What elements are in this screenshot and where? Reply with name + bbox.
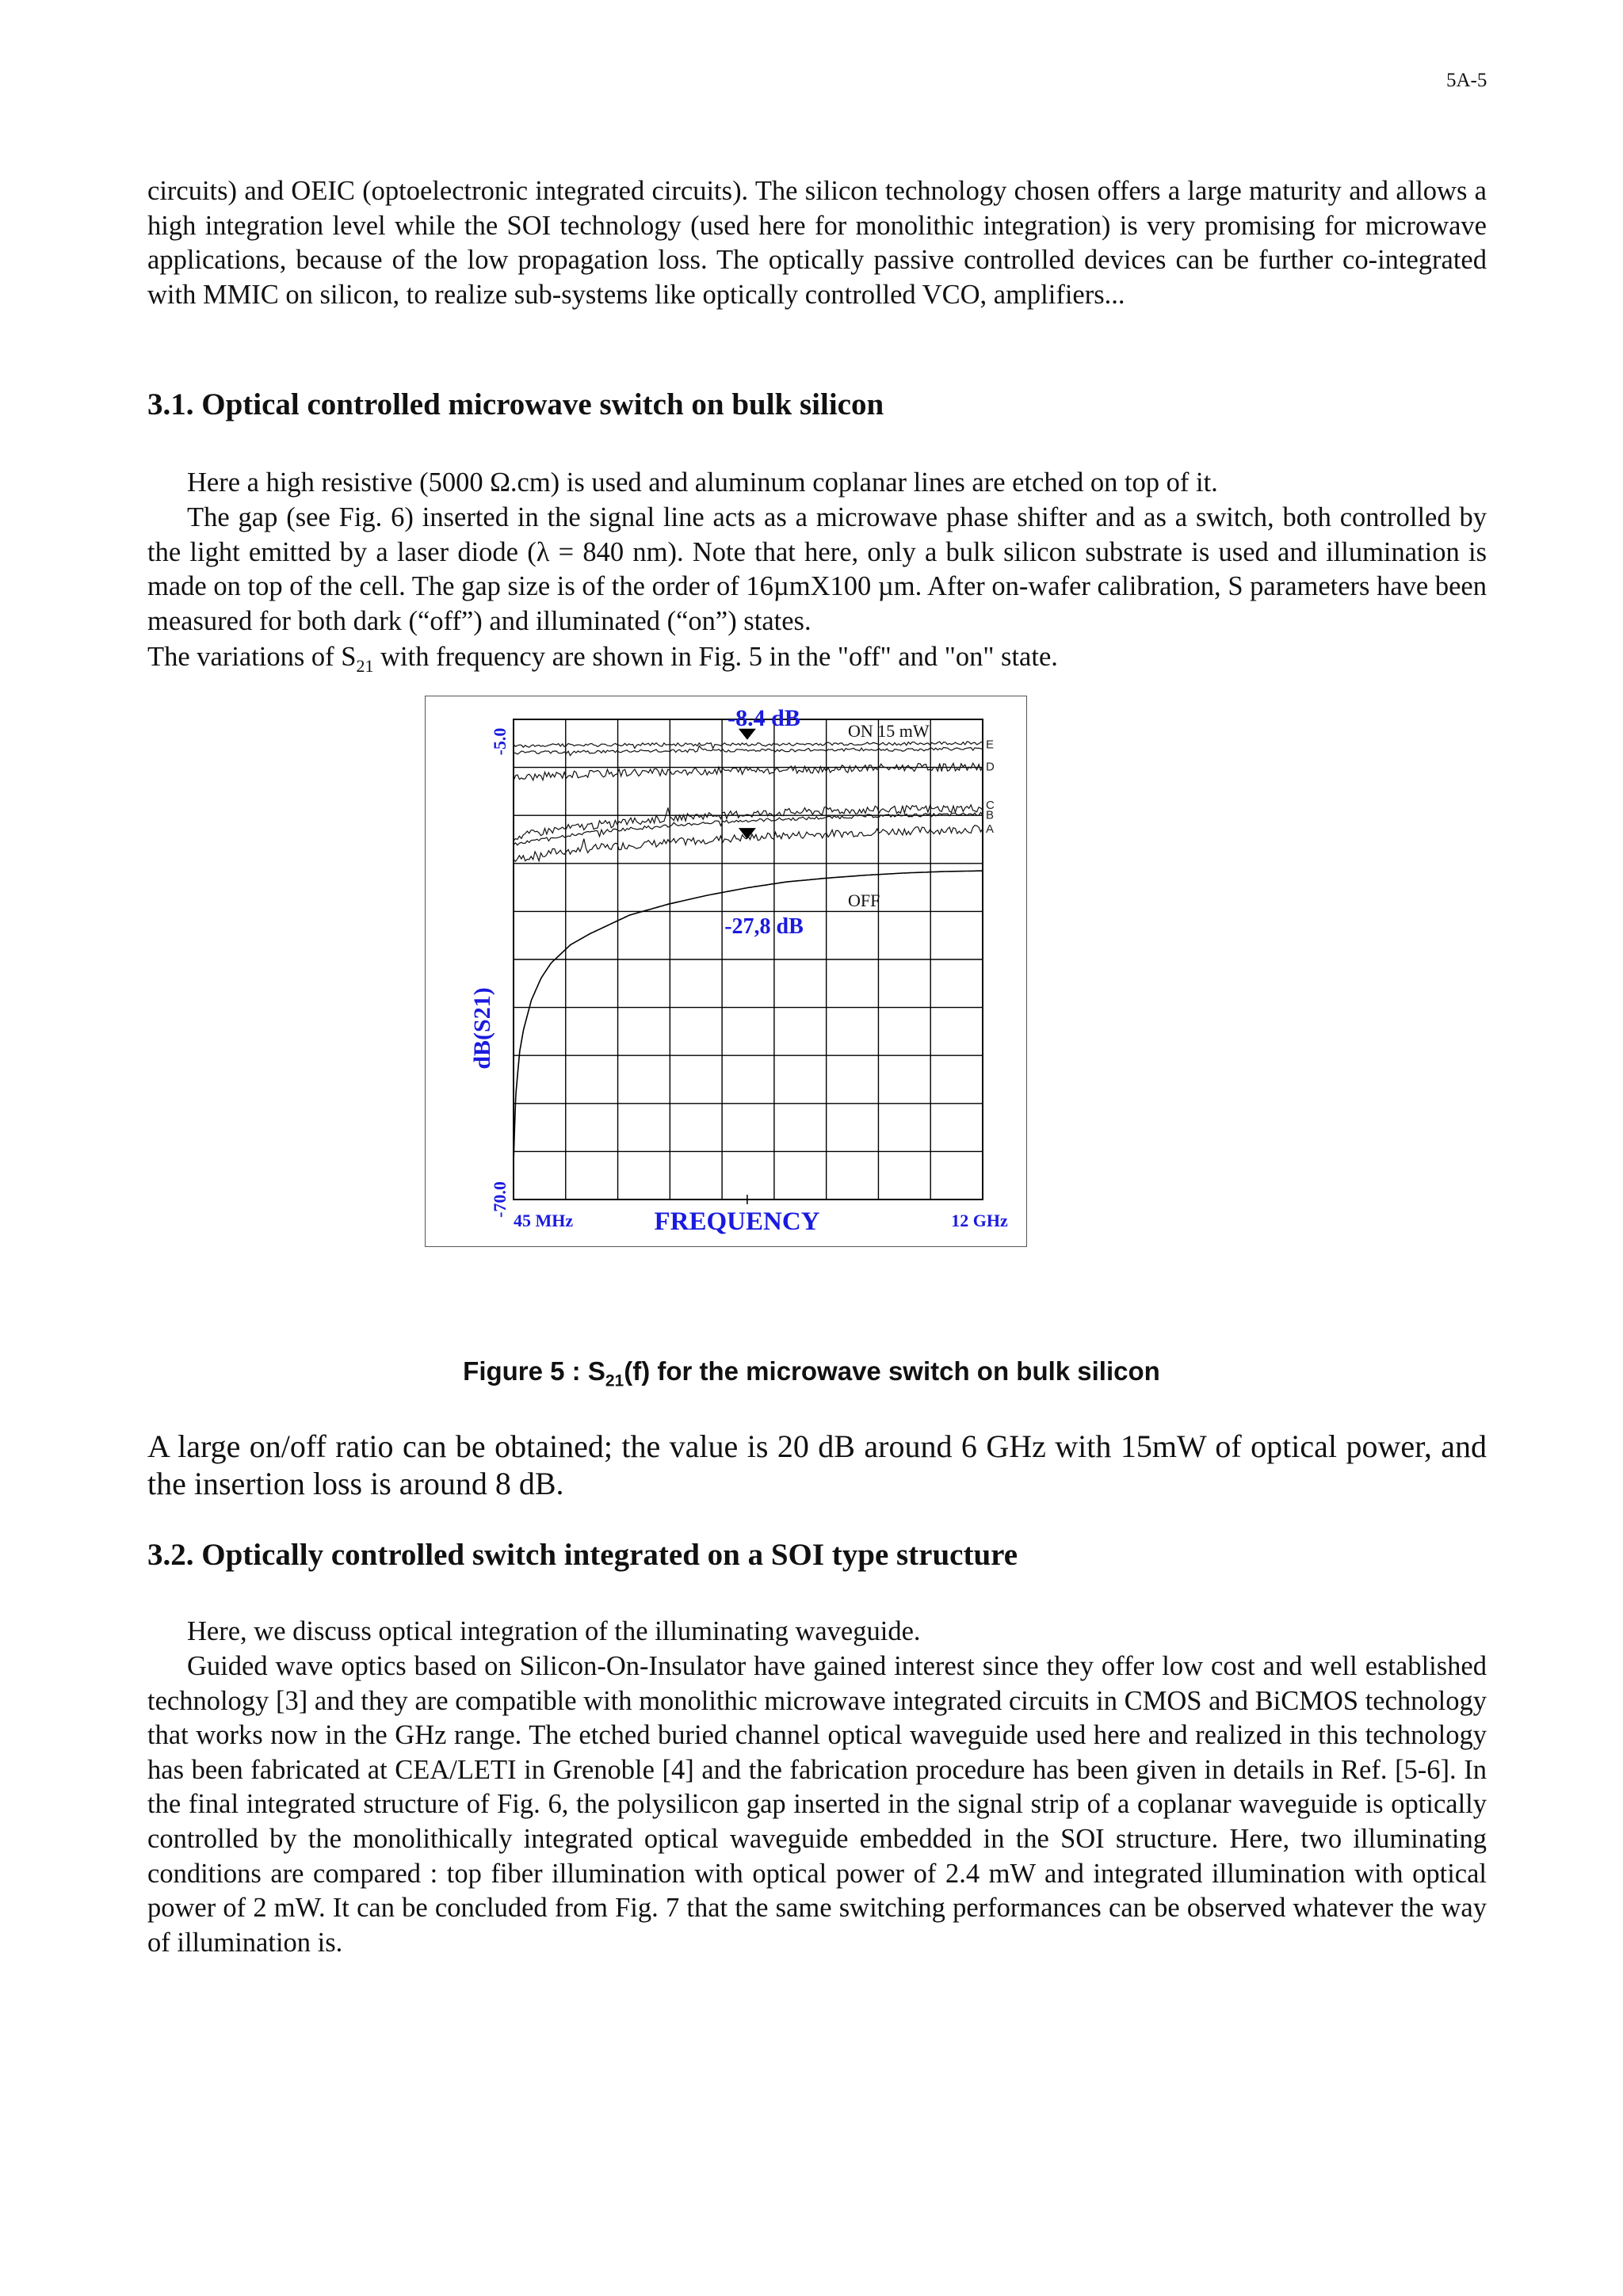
trace-label-b: B — [986, 808, 995, 822]
page-number: 5A-5 — [1446, 70, 1487, 91]
y-top-label: -5.0 — [490, 727, 510, 756]
trace-label-c: C — [986, 799, 995, 813]
s21-subscript: 21 — [356, 655, 374, 676]
figure-5-chart — [425, 696, 1027, 1247]
y-axis-label: dB(S21) — [469, 987, 495, 1070]
caption-subscript: 21 — [605, 1371, 624, 1390]
x-start-label: 45 MHz — [514, 1211, 574, 1230]
s21-text-post: with frequency are shown in Fig. 5 in the "off" and "on" state. — [373, 642, 1058, 672]
x-axis-label: FREQUENCY — [654, 1207, 820, 1236]
figure-5-caption — [0, 1356, 1623, 1391]
section-3-1-heading: 3.1. Optical controlled microwave switch on bulk silicon — [147, 387, 884, 421]
on-marker-value: -8.4 dB — [727, 705, 800, 731]
caption-post: (f) for the microwave switch on bulk silicon — [624, 1356, 1160, 1386]
section-3-1-paragraph-2: The gap (see Fig. 6) inserted in the signal line acts as a microwave phase shifter and as a switch, both controlled by the light emitted by a laser diode (λ = 840 nm). Note that here, only a bulk silicon substrate is used and illumination is made on top of the cell. The gap size is of the order of 16µmX100 µm. After on-wafer calibration, S parameters have been measured for both dark (“off”) and illuminated (“on”) states. — [147, 502, 1487, 636]
x-end-label: 12 GHz — [951, 1211, 1008, 1230]
intro-paragraph: circuits) and OEIC (optoelectronic integrated circuits). The silicon technology chosen offers a large maturity and allows a high integration level while the SOI technology (used here for monolithic integration) is very promising for microwave applications, because of the low propagation loss. The optically passive controlled devices can be further co-integrated with MMIC on silicon, to realize sub-systems like optically controlled VCO, amplifiers... — [147, 176, 1487, 310]
off-marker-value: -27,8 dB — [724, 914, 804, 939]
section-3-1-paragraph-3 — [147, 640, 1487, 683]
on-state-label: ON 15 mW — [848, 721, 930, 741]
trace-label-e: E — [986, 738, 995, 752]
section-3-2-paragraph-2: Guided wave optics based on Silicon-On-Insulator have gained interest since they offer low cost and well established technology [3] and they are compatible with monolithic microwave integrated circuits in CMOS and BiCMOS technology that works now in the GHz range. The etched buried channel optical waveguide used here and realized in this technology has been fabricated at CEA/LETI in Grenoble [4] and the fabrication procedure has been given in details in Ref. [5-6]. In the final integrated structure of Fig. 6, the polysilicon gap inserted in the signal strip of a coplanar waveguide is optically controlled by the monolithically integrated optical waveguide embedded in the SOI structure. Here, two illuminating conditions are compared : top fiber illumination with optical power of 2.4 mW and integrated illumination with optical power of 2 mW. It can be concluded from Fig. 7 that the same switching performances can be observed whatever the way of illumination is. — [147, 1651, 1487, 1958]
trace-label-d: D — [986, 760, 995, 774]
s21-text-pre: The variations of S — [147, 642, 357, 672]
section-3-2-paragraph-1: Here, we discuss optical integration of the illuminating waveguide. — [187, 1616, 921, 1646]
section-3-1-paragraph-1: Here a high resistive (5000 Ω.cm) is used and aluminum coplanar lines are etched on top of it. — [187, 467, 1218, 498]
caption-pre: Figure 5 : S — [463, 1356, 605, 1386]
chart-border — [425, 696, 1027, 1247]
trace-label-a: A — [986, 822, 995, 836]
y-bottom-label: -70.0 — [490, 1181, 510, 1218]
off-state-label: OFF — [848, 891, 880, 910]
section-3-2-heading: 3.2. Optically controlled switch integrated on a SOI type structure — [147, 1538, 1018, 1572]
after-figure-paragraph: A large on/off ratio can be obtained; the value is 20 dB around 6 GHz with 15mW of optical power, and the insertion loss is around 8 dB. — [147, 1428, 1487, 1501]
